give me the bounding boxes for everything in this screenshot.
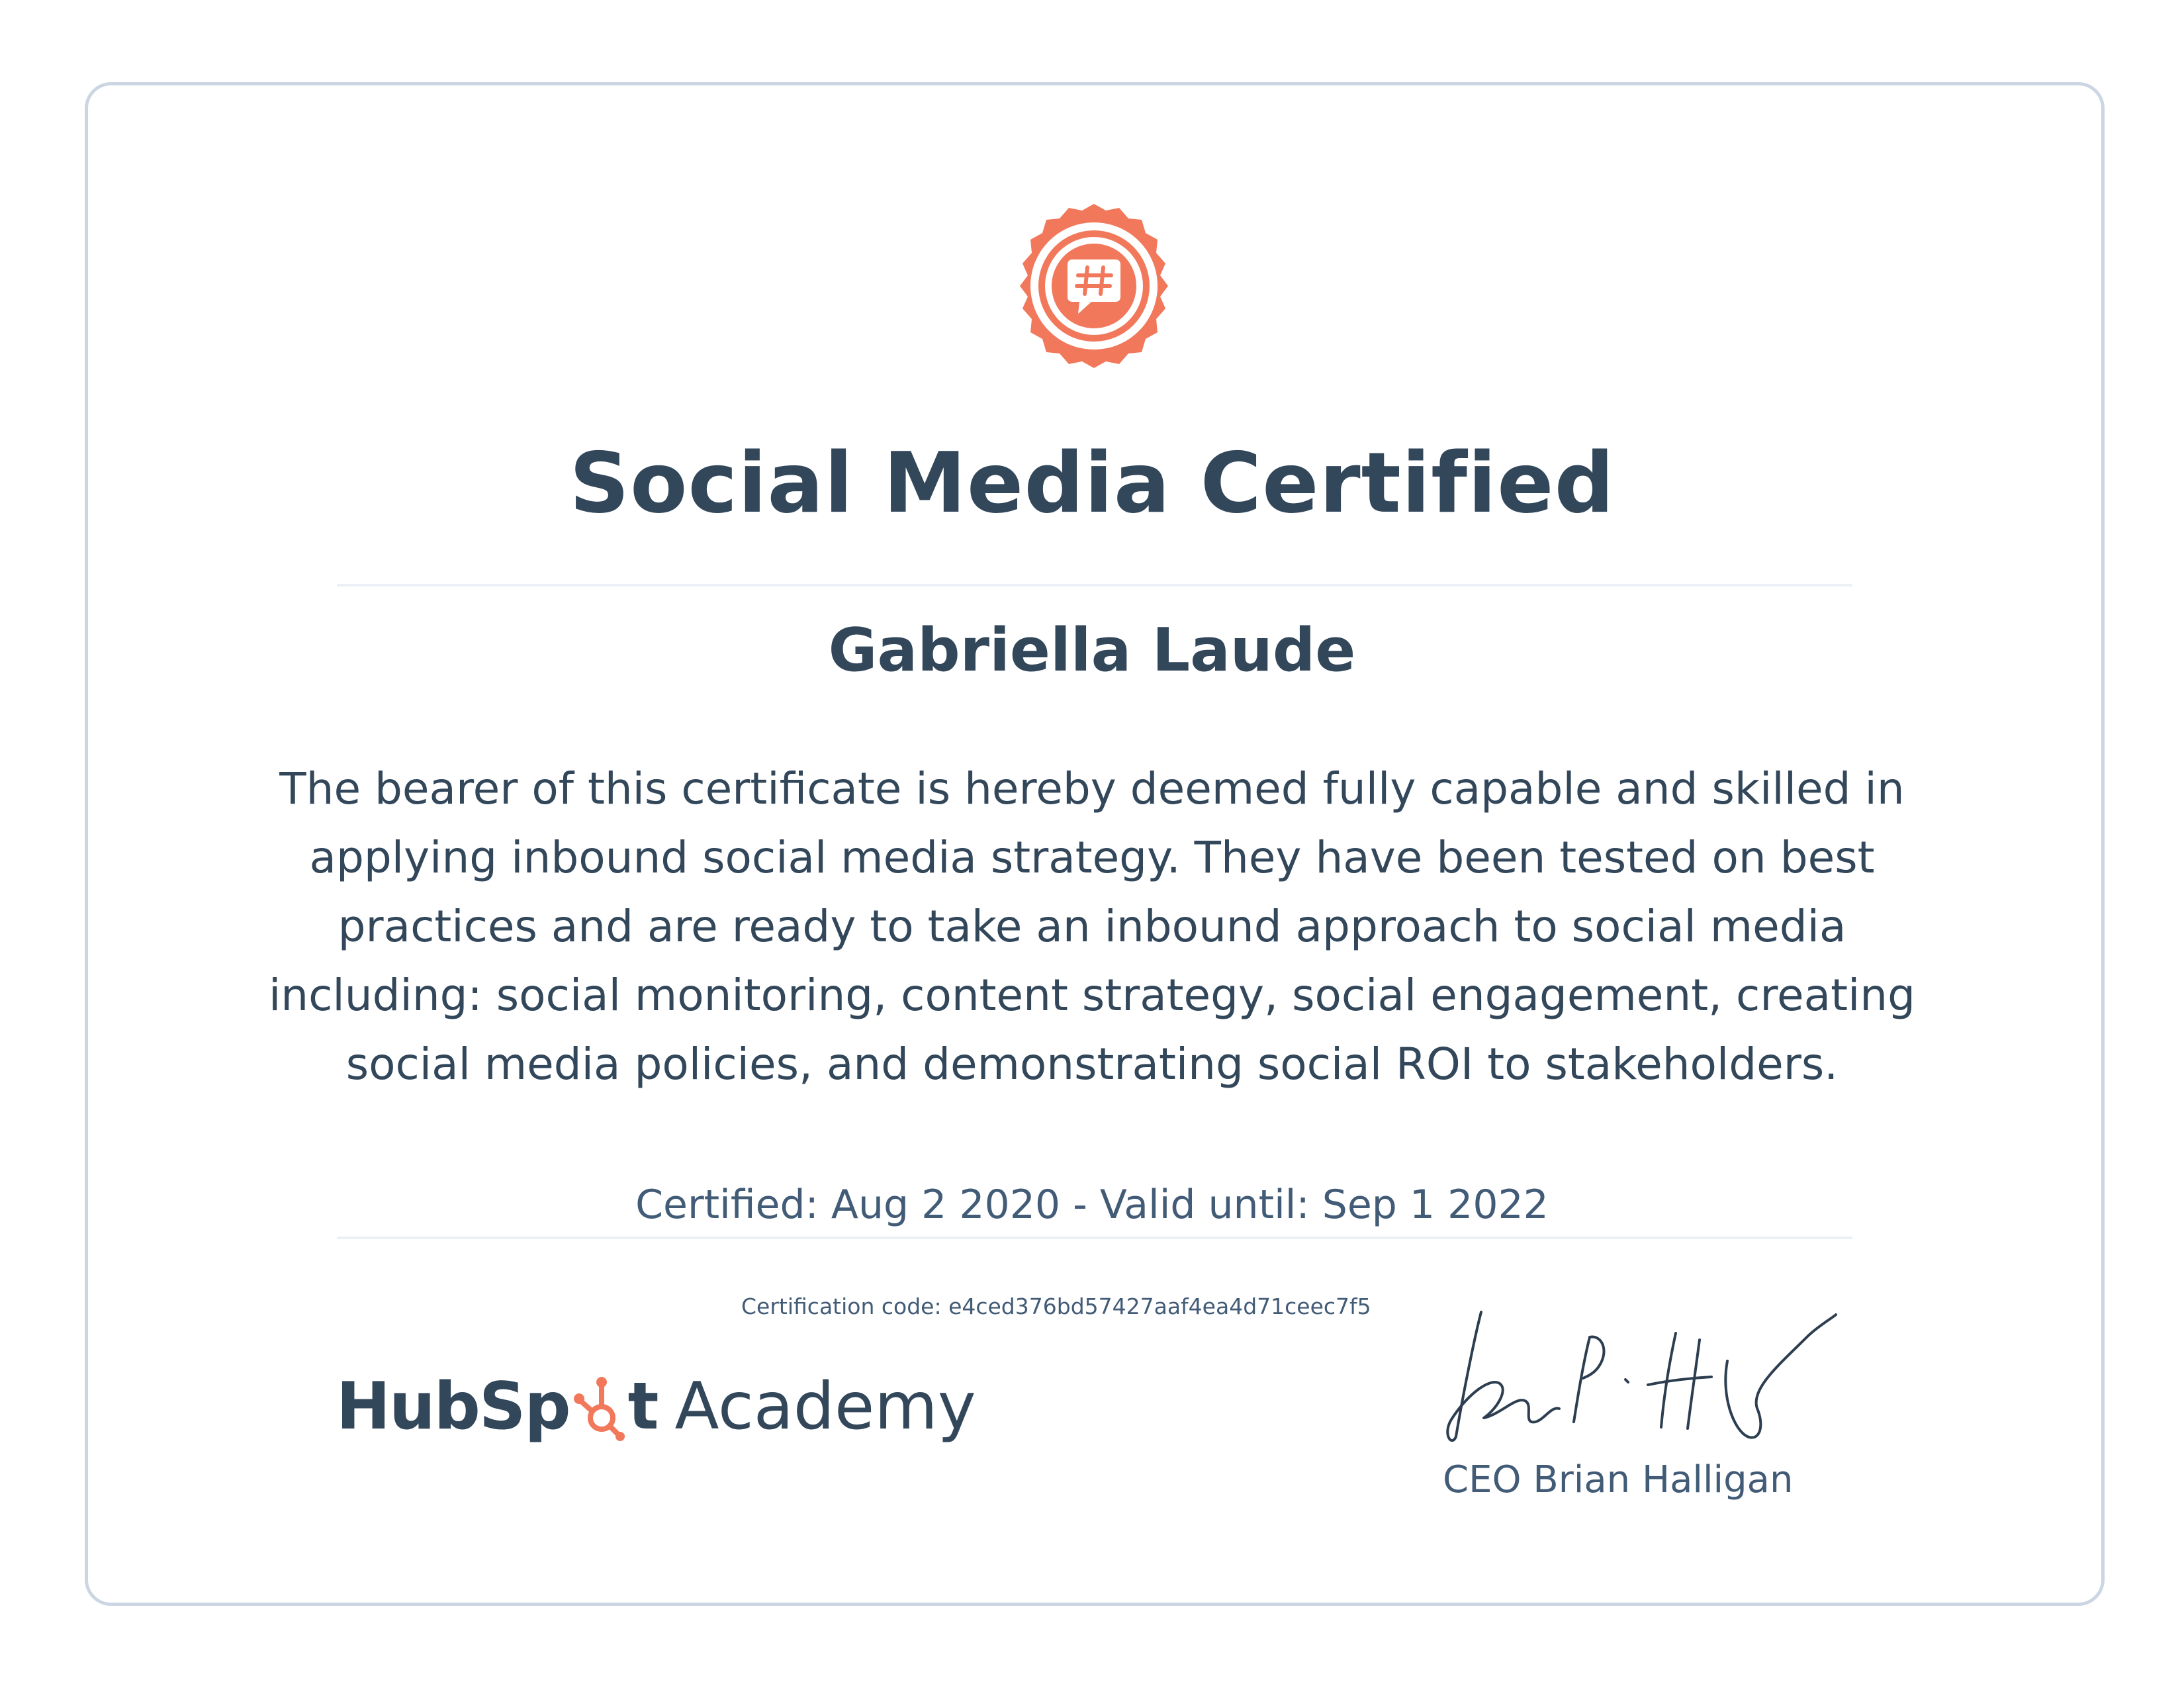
divider-bottom (337, 1237, 1852, 1239)
divider-top (337, 584, 1852, 586)
logo-wordmark-hubsp: HubSp (336, 1369, 570, 1444)
recipient-name: Gabriella Laude (828, 616, 1356, 685)
certificate-title: Social Media Certified (569, 434, 1615, 532)
signer-name: CEO Brian Halligan (1443, 1458, 1794, 1501)
hubspot-academy-logo (336, 1364, 976, 1450)
logo-wordmark-t: t (627, 1369, 658, 1444)
ceo-signature (1436, 1297, 1840, 1450)
logo-wordmark-academy: Academy (674, 1369, 976, 1444)
certification-validity: Certified: Aug 2 2020 - Valid until: Sep 1 2022 (635, 1182, 1549, 1228)
hashtag-badge-icon (1009, 201, 1179, 371)
certificate-description: The bearer of this certificate is hereby deemed fully capable and skilled in applying inbound social media strategy. They have been tested on best practices and are ready to take an inbound approach to social media including: social monitoring, content strategy, social engagement, creating social media policies, and demonstrating social ROI to stakeholders. (268, 763, 1916, 1090)
certification-code: Certification code: e4ced376bd57427aaf4ea4d71ceec7f5 (741, 1293, 1371, 1319)
hubspot-sprocket-icon (571, 1370, 629, 1443)
